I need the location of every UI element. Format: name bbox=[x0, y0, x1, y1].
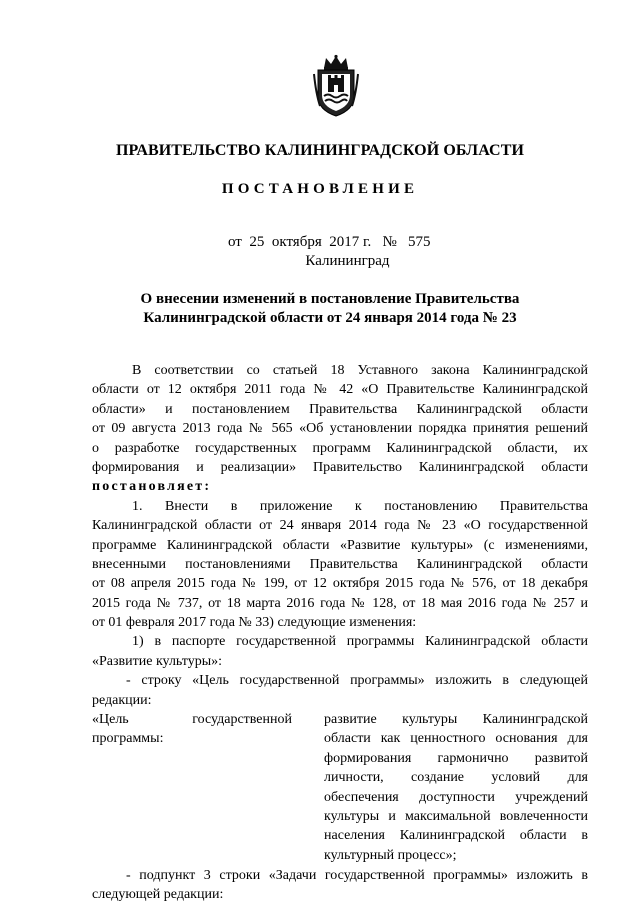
text-line: 2015 года № 737, от 18 марта 2016 года № 128, от 18 мая 2016 года № 257 и bbox=[92, 595, 588, 611]
text-line: области» и постановлением Правительства Калининградской области bbox=[92, 401, 588, 417]
text-line: программе Калининградской области «Развитие культуры» (с изменениями, bbox=[92, 537, 588, 553]
text-line: 1) в паспорте государственной программы Калининградской области bbox=[132, 634, 588, 650]
text-line: «Цель государственной bbox=[92, 712, 292, 728]
date-and-number: от 25 октября 2017 г. № 575 bbox=[228, 234, 431, 250]
text-line: культуры и максимальной вовлеченности bbox=[324, 808, 588, 824]
text-line: обеспечения доступности учреждений bbox=[324, 789, 588, 805]
text-line: - подпункт 3 строки «Задачи государственной программы» изложить в bbox=[126, 868, 588, 884]
document-type: ПОСТАНОВЛЕНИЕ bbox=[221, 181, 419, 197]
text-line: 1. Внести в приложение к постановлению Правительства bbox=[132, 498, 588, 514]
text-line: личности, создание условий для bbox=[324, 770, 588, 786]
city: Калининград bbox=[305, 253, 390, 269]
table-label-cell bbox=[92, 710, 292, 749]
coat-of-arms-icon bbox=[312, 54, 360, 118]
document-body bbox=[92, 361, 588, 905]
government-title: ПРАВИТЕЛЬСТВО КАЛИНИНГРАДСКОЙ ОБЛАСТИ bbox=[115, 142, 525, 159]
text-line: от 08 апреля 2015 года № 199, от 12 октября 2015 года № 576, от 18 декабря bbox=[92, 576, 588, 592]
text-line: программы: bbox=[92, 731, 164, 747]
text-line: - строку «Цель государственной программы» изложить в следующей bbox=[126, 673, 588, 689]
text-line: от 01 февраля 2017 года № 33) следующие изменения: bbox=[92, 615, 417, 631]
text-line: области как ценностного основания для bbox=[324, 731, 588, 747]
table-value-cell bbox=[324, 710, 588, 865]
text-line: области от 12 октября 2011 года № 42 «О Правительстве Калининградской bbox=[92, 382, 588, 398]
text-line: внесенными постановлениями Правительства Калининградской области bbox=[92, 556, 588, 572]
document-subject bbox=[0, 290, 640, 328]
text-line: редакции: bbox=[92, 692, 152, 708]
decree-word: постановляет: bbox=[92, 479, 212, 495]
text-line: формирования гармонично развитой bbox=[324, 750, 588, 766]
text-line: «Развитие культуры»: bbox=[92, 653, 223, 669]
text-line: о разработке государственных программ Калининградской области, их bbox=[92, 440, 588, 456]
text-line: развитие культуры Калининградской bbox=[324, 712, 588, 728]
subject-line: О внесении изменений в постановление Правительства bbox=[140, 291, 520, 307]
text-line: Калининградской области от 24 января 2014 года № 23 «О государственной bbox=[92, 518, 588, 534]
text-line: формирования и реализации» Правительство Калининградской области bbox=[92, 459, 588, 475]
text-line: от 09 августа 2013 года № 565 «Об установлении порядка принятия решений bbox=[92, 421, 588, 437]
text-line: населения Калининградской области в bbox=[324, 828, 588, 844]
subject-line: Калининградской области от 24 января 2014 года № 23 bbox=[143, 310, 517, 326]
program-goal-table bbox=[92, 710, 588, 866]
text-line: культурный процесс»; bbox=[324, 847, 457, 863]
text-line: следующей редакции: bbox=[92, 887, 224, 903]
text-line: В соответствии со статьей 18 Уставного закона Калининградской bbox=[132, 363, 588, 378]
